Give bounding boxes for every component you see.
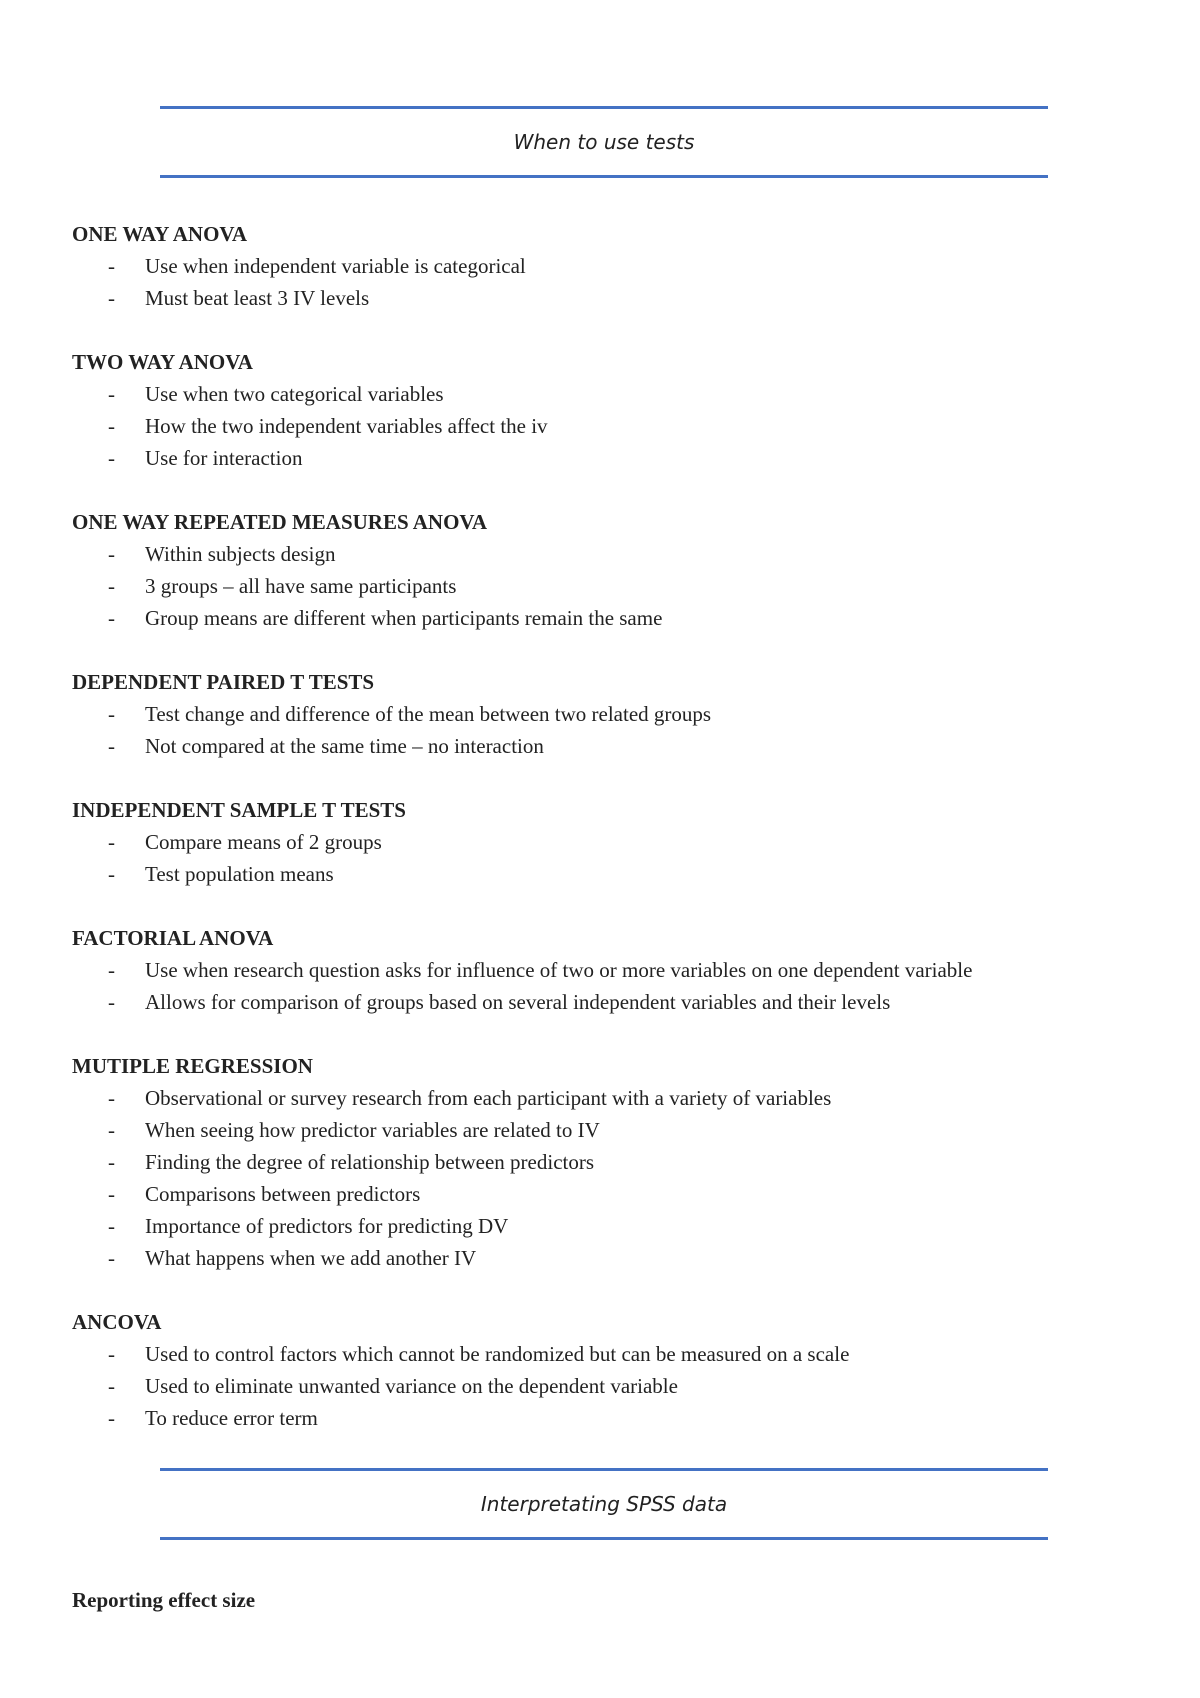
section-heading: FACTORIAL ANOVA [72, 926, 274, 950]
bullet-text: Use when independent variable is categorical [145, 254, 526, 278]
bullet-marker: - [108, 1374, 115, 1398]
test-section [72, 346, 1152, 474]
banner-top-rule [160, 106, 1048, 109]
bullet-item [72, 1370, 1152, 1402]
bullet-marker: - [108, 702, 115, 726]
bullet-text: How the two independent variables affect the iv [145, 414, 548, 438]
bullet-item [72, 378, 1152, 410]
bullet-item [72, 858, 1152, 890]
bullet-text: Observational or survey research from each participant with a variety of variables [145, 1086, 832, 1110]
bullet-item [72, 282, 1152, 314]
bullet-item [72, 954, 1152, 986]
bullet-text: Use when research question asks for influence of two or more variables on one dependent variable [145, 958, 973, 982]
banner-title: Interpretating SPSS data [480, 1492, 728, 1516]
bullet-marker: - [108, 1214, 115, 1238]
bullet-text: Allows for comparison of groups based on several independent variables and their levels [145, 990, 891, 1014]
bullet-text: Within subjects design [145, 542, 336, 566]
bullet-item [72, 698, 1152, 730]
bullet-item [72, 602, 1152, 634]
banner-interpreting [160, 1468, 1048, 1540]
bullet-item [72, 1178, 1152, 1210]
test-section [72, 506, 1152, 634]
bullet-text: Finding the degree of relationship between predictors [145, 1150, 595, 1174]
bullet-marker: - [108, 542, 115, 566]
bullet-marker: - [108, 254, 115, 278]
bullet-text: Comparisons between predictors [145, 1182, 421, 1206]
bullet-text: Used to control factors which cannot be randomized but can be measured on a scale [145, 1342, 850, 1366]
test-section [72, 794, 1152, 890]
bullet-marker: - [108, 1086, 115, 1110]
bullet-item [72, 1210, 1152, 1242]
bullet-marker: - [108, 830, 115, 854]
bullet-text: Test change and difference of the mean between two related groups [145, 702, 712, 726]
test-sections [72, 218, 1152, 1466]
test-section [72, 1306, 1152, 1434]
bullet-text: Use for interaction [145, 446, 303, 470]
bullet-text: Importance of predictors for predicting DV [145, 1214, 509, 1238]
section-heading: ONE WAY ANOVA [72, 222, 248, 246]
bullet-text: Compare means of 2 groups [145, 830, 382, 854]
test-section [72, 666, 1152, 762]
bullet-marker: - [108, 1182, 115, 1206]
bullet-marker: - [108, 1406, 115, 1430]
bullet-item [72, 1242, 1152, 1274]
bullet-text: To reduce error term [145, 1406, 318, 1430]
banner-top-rule [160, 1468, 1048, 1471]
bullet-marker: - [108, 574, 115, 598]
bullet-text: What happens when we add another IV [145, 1246, 477, 1270]
bullet-marker: - [108, 446, 115, 470]
bullet-text: 3 groups – all have same participants [145, 574, 457, 598]
bullet-text: Not compared at the same time – no interaction [145, 734, 544, 758]
bullet-item [72, 1402, 1152, 1434]
bullet-item [72, 1114, 1152, 1146]
bullet-marker: - [108, 382, 115, 406]
section-heading: DEPENDENT PAIRED T TESTS [72, 670, 375, 694]
bullet-item [72, 730, 1152, 762]
section-heading: ANCOVA [72, 1310, 162, 1334]
bullet-item [72, 410, 1152, 442]
bullet-marker: - [108, 1118, 115, 1142]
banner-when-to-use [160, 106, 1048, 178]
bullet-marker: - [108, 1246, 115, 1270]
bullet-marker: - [108, 414, 115, 438]
bullet-text: When seeing how predictor variables are related to IV [145, 1118, 600, 1142]
banner-title: When to use tests [513, 130, 695, 154]
bullet-marker: - [108, 862, 115, 886]
section-heading: INDEPENDENT SAMPLE T TESTS [72, 798, 406, 822]
bullet-item [72, 1082, 1152, 1114]
bullet-marker: - [108, 606, 115, 630]
bullet-text: Used to eliminate unwanted variance on the dependent variable [145, 1374, 678, 1398]
bullet-marker: - [108, 1342, 115, 1366]
bullet-text: Test population means [145, 862, 334, 886]
bullet-item [72, 442, 1152, 474]
bullet-item [72, 826, 1152, 858]
bullet-text: Group means are different when participants remain the same [145, 606, 663, 630]
bullet-item [72, 986, 1152, 1018]
section-heading-effect-size: Reporting effect size [72, 1588, 256, 1612]
bullet-text: Use when two categorical variables [145, 382, 444, 406]
bullet-item [72, 1146, 1152, 1178]
bullet-marker: - [108, 734, 115, 758]
test-section [72, 218, 1152, 314]
banner-bottom-rule [160, 175, 1048, 178]
test-section [72, 1050, 1152, 1274]
bullet-marker: - [108, 1150, 115, 1174]
bullet-text: Must beat least 3 IV levels [145, 286, 370, 310]
bullet-marker: - [108, 958, 115, 982]
banner-bottom-rule [160, 1537, 1048, 1540]
section-heading: MUTIPLE REGRESSION [72, 1054, 313, 1078]
bullet-marker: - [108, 286, 115, 310]
bullet-item [72, 1338, 1152, 1370]
section-heading: ONE WAY REPEATED MEASURES ANOVA [72, 510, 488, 534]
bullet-item [72, 538, 1152, 570]
bullet-item [72, 250, 1152, 282]
bullet-marker: - [108, 990, 115, 1014]
test-section [72, 922, 1152, 1018]
section-heading: TWO WAY ANOVA [72, 350, 253, 374]
bullet-item [72, 570, 1152, 602]
